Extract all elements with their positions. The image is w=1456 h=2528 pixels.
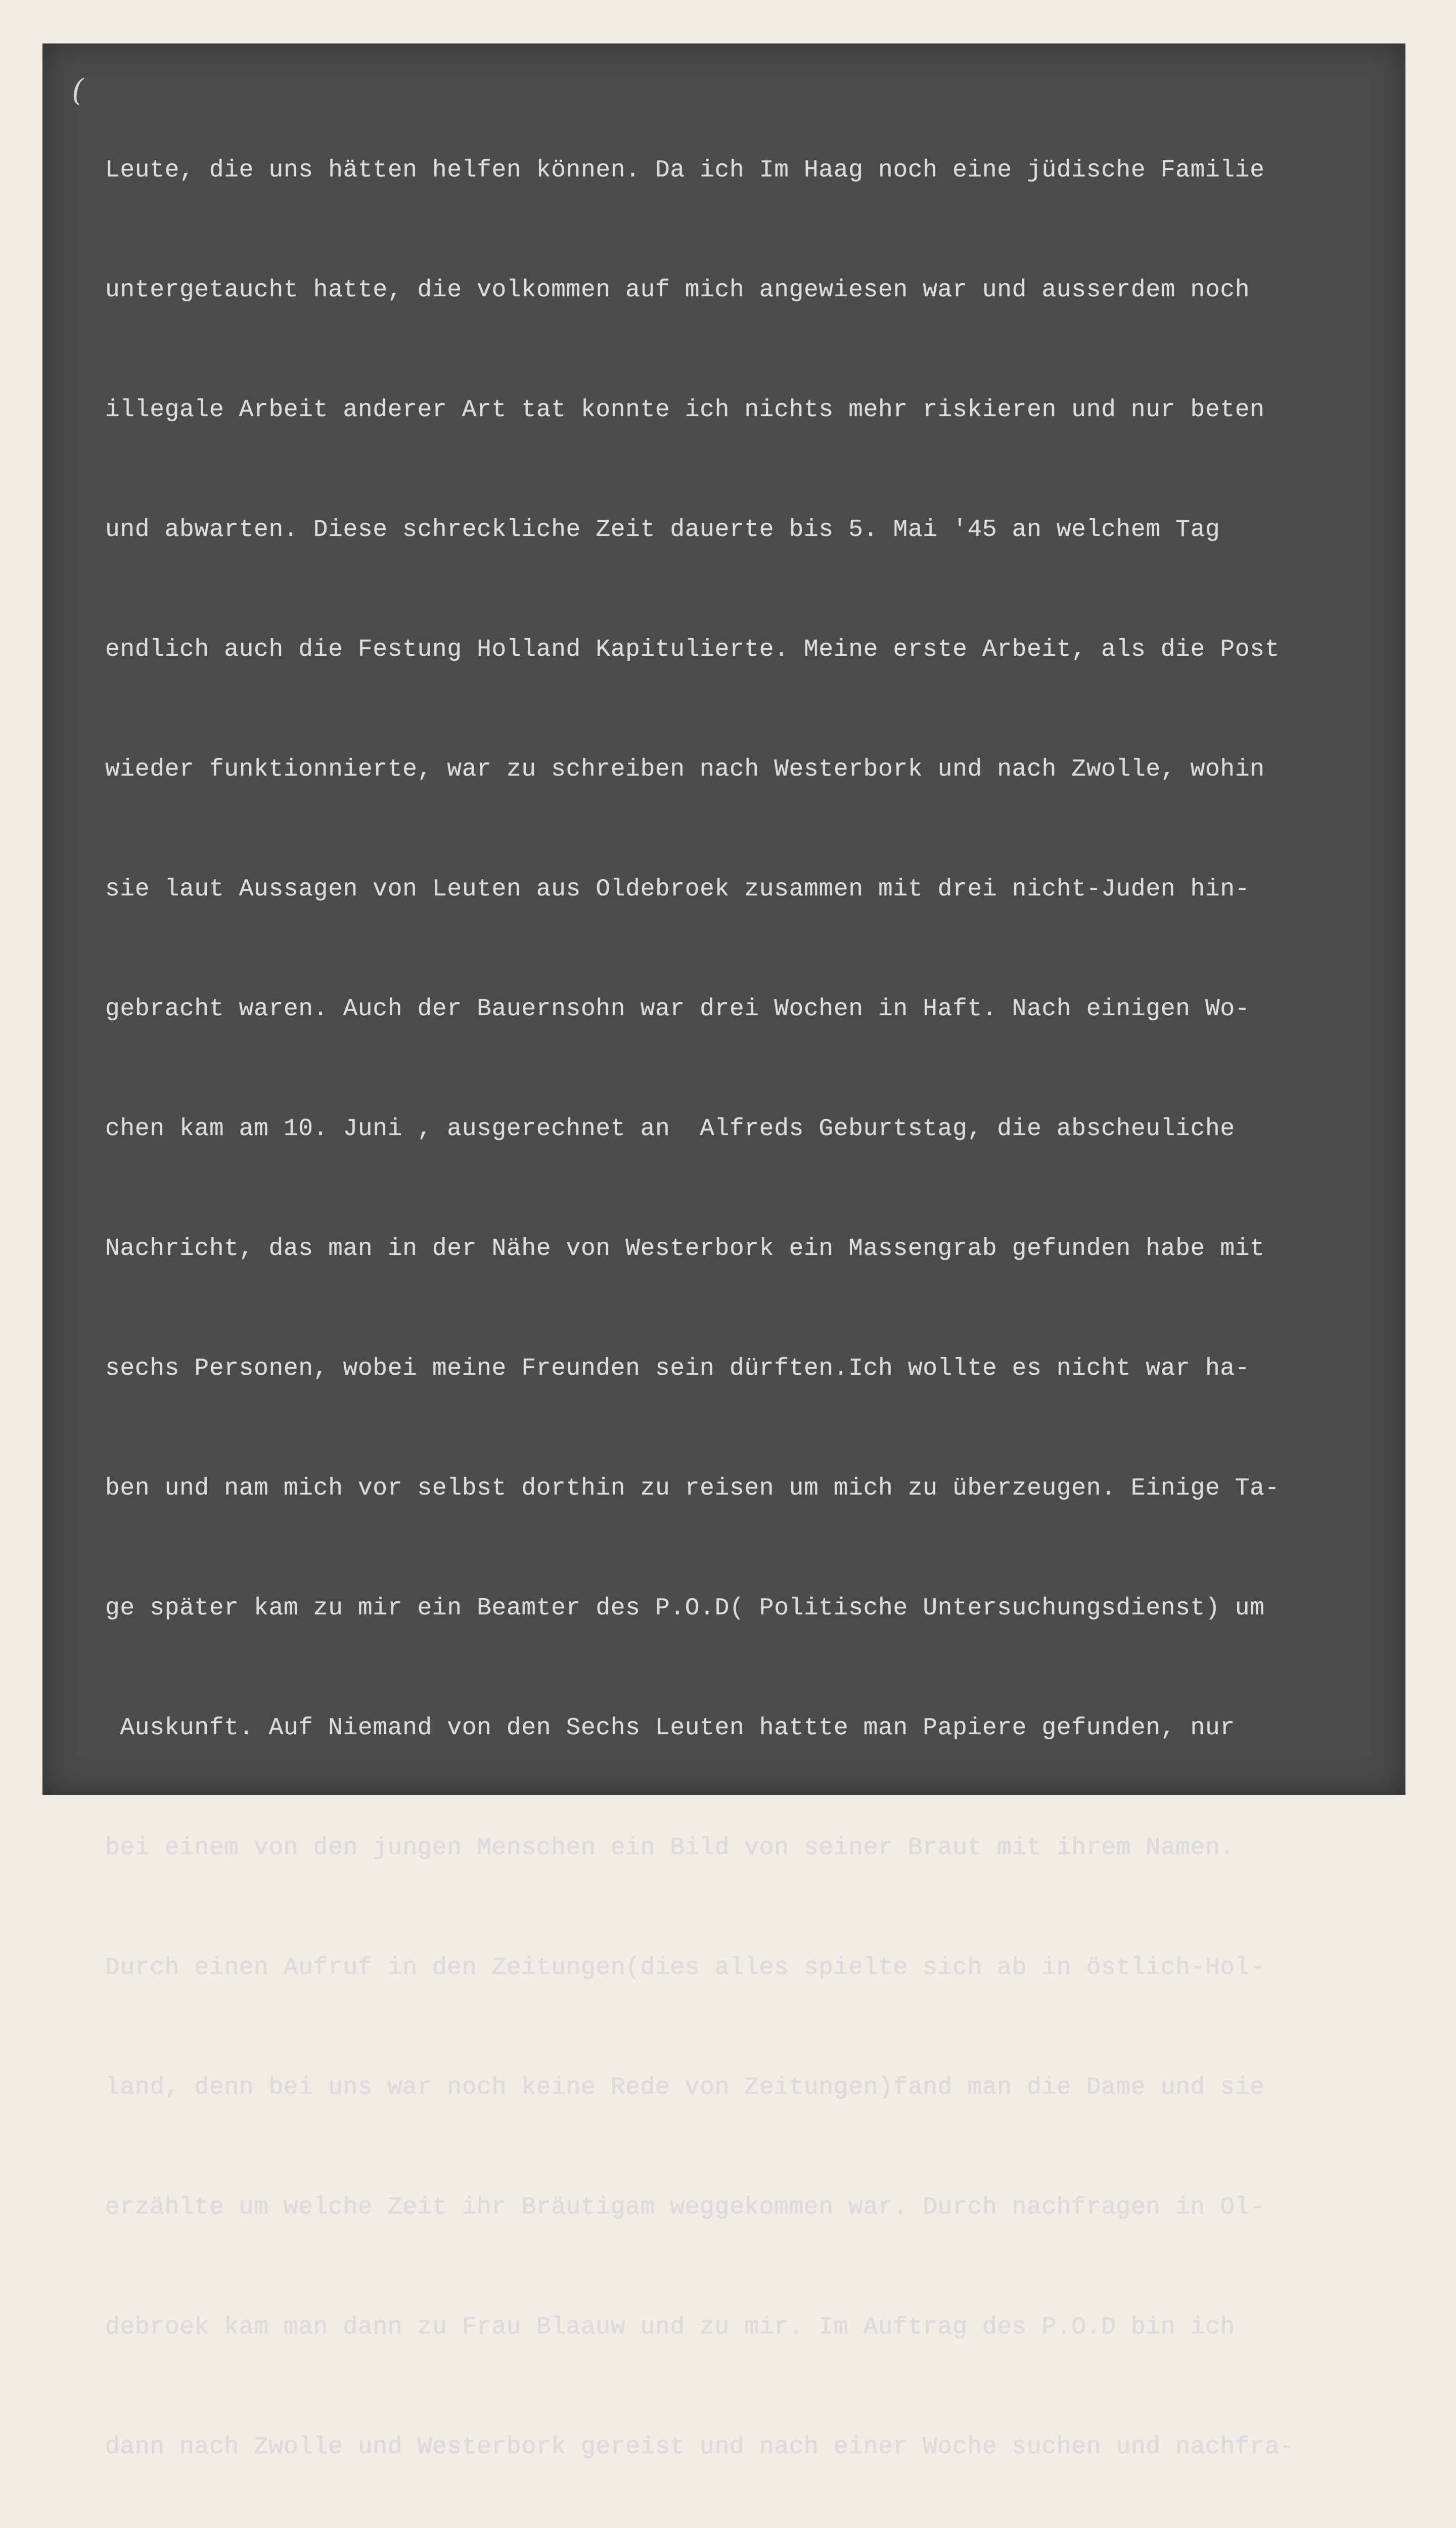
text-line: gebracht waren. Auch der Bauernsohn war drei Wochen in Haft. Nach einigen Wo- <box>105 996 1250 1023</box>
text-line: erzählte um welche Zeit ihr Bräutigam weggekommen war. Durch nachfragen in Ol- <box>105 2194 1265 2221</box>
text-line: sie laut Aussagen von Leuten aus Oldebroek zusammen mit drei nicht-Juden hin- <box>105 876 1250 903</box>
text-line: Durch einen Aufruf in den Zeitungen(dies alles spielte sich ab in östlich-Hol- <box>105 1954 1265 1981</box>
text-line: Auskunft. Auf Niemand von den Sechs Leuten hattte man Papiere gefunden, nur <box>105 1714 1235 1742</box>
text-line: und abwarten. Diese schreckliche Zeit dauerte bis 5. Mai '45 an welchem Tag <box>105 516 1220 544</box>
text-line: chen kam am 10. Juni , ausgerechnet an Alfreds Geburtstag, die abscheuliche <box>105 1115 1235 1143</box>
text-line: Leute, die uns hätten helfen können. Da ich Im Haag noch eine jüdische Familie <box>105 157 1265 184</box>
text-line: ben und nam mich vor selbst dorthin zu reisen um mich zu überzeugen. Einige Ta- <box>105 1475 1280 1502</box>
text-line: sechs Personen, wobei meine Freunden sein dürften.Ich wollte es nicht war ha- <box>105 1355 1250 1382</box>
text-line: dann nach Zwolle und Westerbork gereist und nach einer Woche suchen und nachfra- <box>105 2433 1295 2461</box>
typed-letter-page <box>42 43 1405 2461</box>
text-line: debroek kam man dann zu Frau Blaauw und zu mir. Im Auftrag des P.O.D bin ich <box>105 2314 1235 2341</box>
text-line: Nachricht, das man in der Nähe von Westerbork ein Massengrab gefunden habe mit <box>105 1235 1265 1262</box>
text-line: illegale Arbeit anderer Art tat konnte ich nichts mehr riskieren und nur beten <box>105 396 1265 424</box>
text-line: endlich auch die Festung Holland Kapitulierte. Meine erste Arbeit, als die Post <box>105 636 1280 663</box>
handwritten-margin-mark: ( <box>72 73 84 108</box>
text-line: wieder funktionnierte, war zu schreiben nach Westerbork und nach Zwolle, wohin <box>105 756 1265 783</box>
letter-body <box>105 71 1399 2528</box>
text-line: ge später kam zu mir ein Beamter des P.O.D( Politische Untersuchungsdienst) um <box>105 1595 1265 1622</box>
text-line: untergetaucht hatte, die volkommen auf mich angewiesen war und ausserdem noch <box>105 277 1250 304</box>
text-line: bei einem von den jungen Menschen ein Bild von seiner Braut mit ihrem Namen. <box>105 1834 1235 1862</box>
text-line: land, denn bei uns war noch keine Rede von Zeitungen)fand man die Dame und sie <box>105 2074 1265 2101</box>
